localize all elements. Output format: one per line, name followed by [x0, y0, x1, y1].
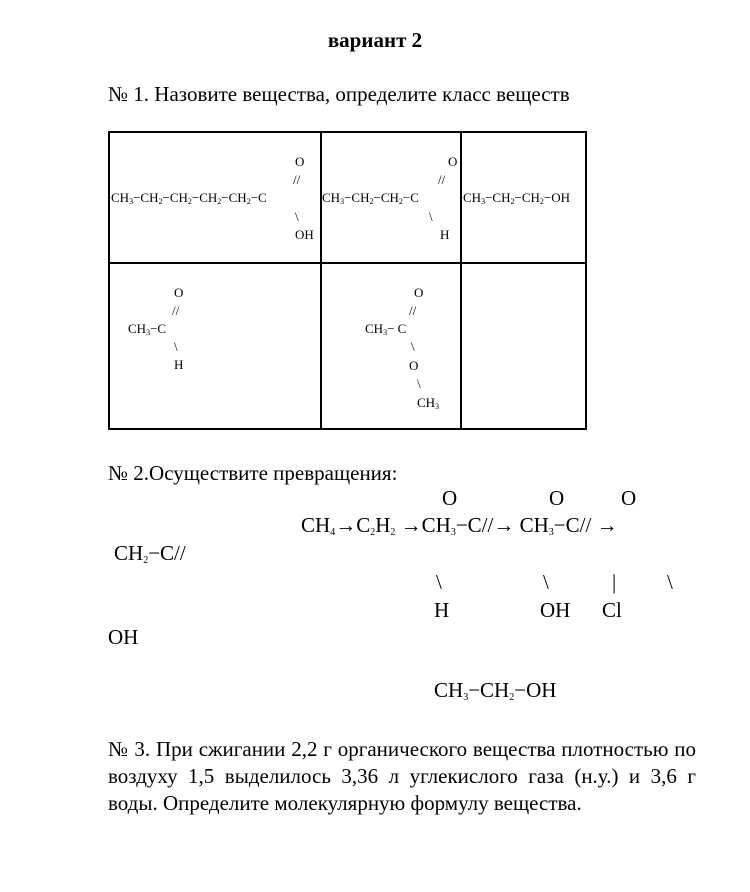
cell5-bond-2: \	[417, 376, 421, 391]
chain-oxygen-3: O	[621, 486, 637, 510]
chain-bond-2: \	[543, 570, 549, 594]
chain-sub-h: H	[434, 598, 450, 622]
cell5-oxygen: O	[414, 285, 424, 300]
task1-heading: № 1. Назовите вещества, определите класс веществ	[108, 82, 570, 106]
cell5-double-bond: //	[409, 303, 417, 318]
table-divider	[110, 262, 585, 264]
table-divider	[460, 133, 462, 428]
cell4-oxygen: O	[174, 285, 184, 300]
chain-sub-cl: Cl	[602, 598, 622, 622]
cell1-chain: $CH_3-CH_2-CH_2-CH_2-CH_2-C$	[111, 190, 267, 206]
table-divider	[320, 133, 322, 428]
cell1-bond: \	[295, 209, 299, 224]
cell4-double-bond: //	[172, 303, 180, 318]
cell3-chain: $CH_3-CH_2-CH_2-OH$	[463, 190, 570, 206]
task2-heading: № 2.Осуществите превращения:	[108, 461, 398, 485]
chain-continuation: $CH_2-C//$	[114, 541, 186, 566]
cell2-chain: $CH_3-CH_2-CH_2-C$	[322, 190, 419, 206]
formula-table	[108, 131, 587, 430]
cell5-chain: $CH_3- C$	[365, 321, 407, 337]
cell5-bond: \	[411, 339, 415, 354]
page-title: вариант 2	[327, 28, 423, 52]
cell1-double-bond: //	[293, 172, 301, 187]
transformation-chain: $CH_4\to C_2H_2 \to CH_3-C//\to CH_3-C//$ →	[301, 513, 618, 538]
cell4-chain: $CH_3-C$	[128, 321, 167, 337]
cell2-bond: \	[429, 209, 433, 224]
cell4-bond: \	[174, 339, 178, 354]
cell4-substituent: H	[174, 357, 184, 372]
chain-bond-1: \	[436, 570, 442, 594]
chain-bond-3: |	[612, 570, 617, 594]
chain-oh-left: OH	[108, 625, 139, 649]
cell2-oxygen: O	[448, 154, 458, 169]
chain-sub-oh: OH	[540, 598, 571, 622]
cell5-substituent: $CH_3$	[417, 395, 440, 411]
task3-text: № 3. При сжигании 2,2 г органического вещества плотностью по воздуху 1,5 выделилось 3,36 л углекислого газа (н.у.) и 3,6 г воды. Определите молекулярную формулу вещества.	[108, 737, 696, 815]
cell1-substituent: OH	[295, 227, 314, 242]
chain-final-product: $CH_3-CH_2-OH$	[434, 678, 557, 703]
cell1-oxygen: O	[295, 154, 305, 169]
cell5-ether-oxygen: O	[409, 358, 419, 373]
chain-bond-4: \	[667, 570, 673, 594]
cell2-substituent: H	[440, 227, 450, 242]
chain-oxygen-2: O	[549, 486, 565, 510]
chain-oxygen-1: O	[442, 486, 458, 510]
cell2-double-bond: //	[438, 172, 446, 187]
